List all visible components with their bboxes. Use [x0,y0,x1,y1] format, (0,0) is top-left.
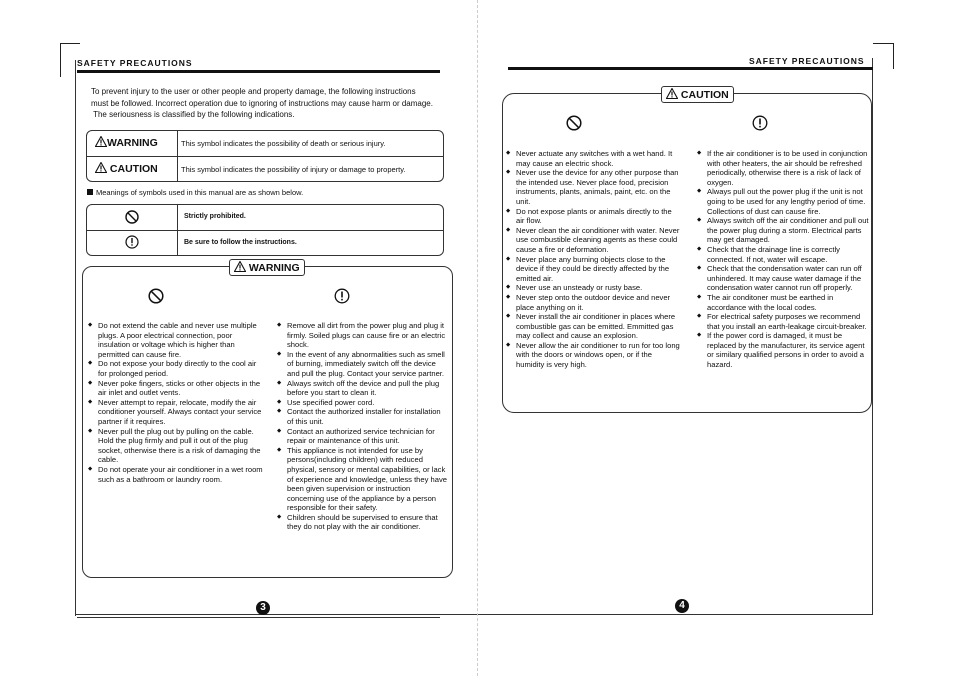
list-item: ◆ Never use an unsteady or rusty base. [506,283,682,293]
list-item: ◆ Always switch off the air conditioner and pull out the power plug during a storm. Electrical parts may get damaged. [697,216,869,245]
square-bullet-icon [87,189,93,195]
exclamation-icon [752,115,768,131]
prohibited-meaning: Strictly prohibited. [184,213,246,220]
list-item: ◆ Always switch off the device and pull the plug before you start to clean it. [277,379,449,398]
caution-label-text: CAUTION [109,163,158,175]
caution-row-label [95,162,158,175]
exclamation-meaning: Be sure to follow the instructions. [184,239,297,246]
prohibited-icon [125,210,139,224]
list-item: ◆ Never pull the plug out by pulling on the cable. Hold the plug firmly and pull it out of the plug socket, otherwise there is a risk of damaging the cable. [88,427,266,465]
page-number-left: 3 [256,601,270,615]
warning-row-text: This symbol indicates the possibility of death or serious injury. [181,139,386,148]
left-page-header: SAFETY PRECAUTIONS [77,58,193,68]
list-item: ◆ Check that the condensation water can run off unhindered. It may cause water damage if the condensation water cannot run off properly. [697,264,869,293]
list-item: ◆ Never use the device for any other purpose than the intended use. Never place food, precision instruments, plants, animals, paint, etc. on the unit. [506,168,682,206]
list-item: ◆ If the power cord is damaged, it must be replaced by the manufacturer, its service agent or similary qualified persons in order to avoid a hazard. [697,331,869,369]
symbols-note-text: Meanings of symbols used in this manual are as shown below. [96,188,304,197]
prohibited-icon [566,115,582,131]
intro-line: To prevent injury to the user or other people and property damage, the following instructions [91,87,416,96]
caution-prohibited-list [506,149,682,370]
page-number-right: 4 [675,599,689,613]
warning-triangle-icon [234,261,246,272]
intro-line: must be followed. Incorrect operation due to ignoring of instructions may cause harm or damage. [91,98,433,108]
table-divider [87,230,443,231]
warning-instructions-list [277,321,449,532]
caution-instructions-list [697,149,869,370]
right-page-header: SAFETY PRECAUTIONS [749,56,865,66]
list-item: ◆ Never allow the air conditioner to run for too long with the doors or windows open, or if the humidity is very high. [506,341,682,370]
list-item: ◆ Always pull out the power plug if the unit is not going to be used for any lengthy period of time. Collections of dust can cause fire. [697,187,869,216]
list-item: ◆ Do not expose plants or animals directly to the air flow. [506,207,682,226]
list-item: ◆ Contact an authorized service technician for repair or maintenance of this unit. [277,427,449,446]
left-header-rule [77,70,440,73]
left-footer-rule [77,617,440,618]
intro-text [91,86,461,121]
right-header-rule [508,67,873,70]
page-frame-left-edge [75,60,76,616]
list-item: ◆ Do not operate your air conditioner in a wet room such as a bathroom or laundry room. [88,465,266,484]
warning-triangle-icon [95,162,107,173]
exclamation-icon [125,235,139,249]
caution-box-label [661,86,734,103]
list-item: ◆ In the event of any abnormalities such as smell of burning, immediately switch off the device and pull the plug. Contact your service partner. [277,350,449,379]
warning-box-label [229,259,305,276]
list-item: ◆ If the air conditioner is to be used in conjunction with other heaters, the air should be refreshed periodically, otherwise there is a risk of lack of oxygen. [697,149,869,187]
symbols-table [86,204,444,256]
warning-prohibited-list [88,321,266,484]
page-frame-right-edge [872,58,873,614]
list-item: ◆ Contact the authorized installer for installation of this unit. [277,407,449,426]
caution-row-text: This symbol indicates the possibility of injury or damage to property. [181,165,406,174]
table-divider [87,156,443,157]
crop-mark-top-right [873,43,894,69]
list-item: ◆ Remove all dirt from the power plug and plug it firmly. Soiled plugs can cause fire or an electric shock. [277,321,449,350]
list-item: ◆ Children should be supervised to ensure that they do not play with the air conditioner. [277,513,449,532]
list-item: ◆ Never place any burning objects close to the device if they could be directly affected by the emitted air. [506,255,682,284]
warning-box-label-text: WARNING [248,262,300,274]
list-item: ◆ Do not extend the cable and never use multiple plugs. A poor electrical connection, poor insulation or voltage which is higher than permitted can cause fire. [88,321,266,359]
list-item: ◆ Never install the air conditioner in places where combustible gas can be emitted. Emmitted gas may collect and cause an explosion. [506,312,682,341]
list-item: ◆ Never clean the air conditioner with water. Never use combustible cleaning agents as these could cause a fire or deformation. [506,226,682,255]
page-fold-line [477,0,478,676]
severity-table [86,130,444,182]
list-item: ◆ Never attempt to repair, relocate, modify the air conditioner yourself. Always contact your service partner if it requires. [88,398,266,427]
warning-label-text: WARNING [107,137,158,149]
prohibited-icon [148,288,164,304]
page-frame-bottom [75,614,873,615]
list-item: ◆ Never actuate any switches with a wet hand. It may cause an electric shock. [506,149,682,168]
list-item: ◆ Check that the drainage line is correctly connected. If not, water will escape. [697,245,869,264]
caution-box-label-text: CAUTION [680,89,729,101]
warning-triangle-icon [666,88,678,99]
list-item: ◆ Do not expose your body directly to the cool air for prolonged period. [88,359,266,378]
exclamation-icon [334,288,350,304]
list-item: ◆ For electrical safety purposes we recommend that you install an earth-leakage circuit-breaker. [697,312,869,331]
list-item: ◆ Never poke fingers, sticks or other objects in the air inlet and outlet vents. [88,379,266,398]
list-item: ◆ The air conditoner must be earthed in accordance with the local codes. [697,293,869,312]
list-item: ◆ Never step onto the outdoor device and never place anything on it. [506,293,682,312]
list-item: ◆ Use specified power cord. [277,398,449,408]
symbols-note [87,188,303,197]
warning-row-label [95,136,158,149]
intro-line: The seriousness is classified by the following indications. [91,110,295,119]
list-item: ◆ This appliance is not intended for use by persons(including children) with reduced physical, sensory or mental capabilities, or lack of experience and knowledge, unless they have been given supervision or instruction concerning use of the appliance by a person responsible for their safety. [277,446,449,513]
warning-triangle-icon [95,136,107,147]
